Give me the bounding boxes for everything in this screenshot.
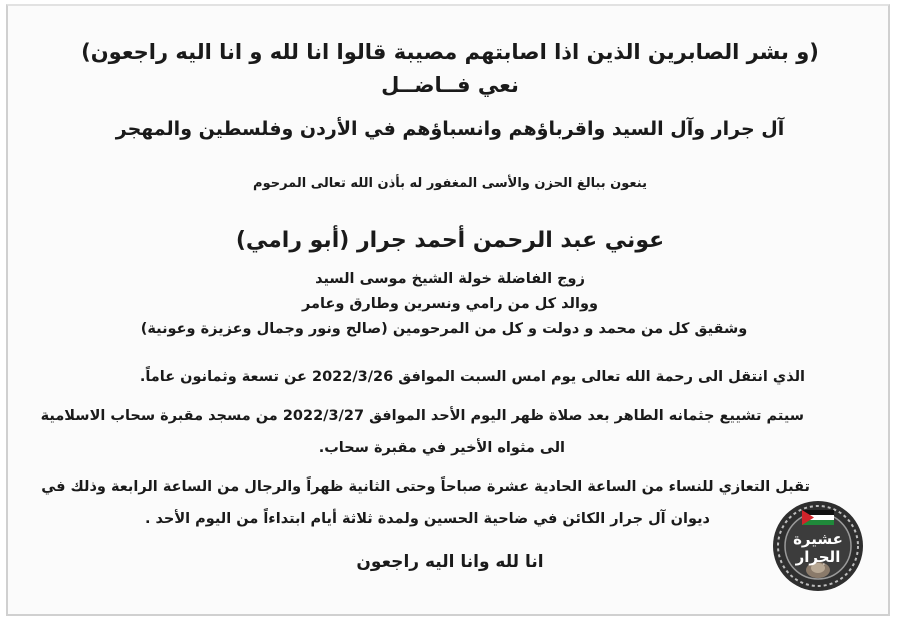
families-line: آل جرار وآل السيد واقرباؤهم وانسباؤهم في الأردن وفلسطين والمهجر	[115, 118, 785, 140]
funeral-line-1: سيتم تشييع جثمانه الطاهر بعد صلاة ظهر اليوم الأحد الموافق 2022/3/27 من مسجد مقبرة سحاب الاسلامية	[40, 408, 804, 424]
funeral-line-2: الى مثواه الأخير في مقبرة سحاب.	[318, 440, 565, 456]
logo-text: عشيرة الجرار	[793, 530, 843, 566]
deceased-name: عوني عبد الرحمن أحمد جرار (أبو رامي)	[235, 228, 665, 253]
tribe-logo	[772, 500, 864, 592]
condolence-line-2: ديوان آل جرار الكائن في ضاحية الحسين ولمدة ثلاثة أيام ابتداءاً من اليوم الأحد .	[144, 511, 710, 527]
condolence-line-1: تقبل التعازي للنساء من الساعة الحادية عشرة صباحاً وحتى الثانية ظهراً والرجال من الساعة الرابعة وذلك في	[41, 479, 810, 495]
relation-spouse: زوج الفاضلة خولة الشيخ موسى السيد	[315, 271, 585, 287]
quran-verse: (و بشر الصابرين الذين اذا اصابتهم مصيبة قالوا انا لله و انا اليه راجعون)	[81, 40, 819, 64]
mourning-line: ينعون ببالغ الحزن والأسى المغفور له بأذن الله تعالى المرحوم	[253, 176, 647, 191]
closing-phrase: انا لله وانا اليه راجعون	[356, 552, 544, 572]
relation-siblings: وشقيق كل من محمد و دولت و كل من المرحومين (صالح ونور وجمال وعزيزة وعونية)	[140, 321, 748, 337]
notice-title: نعي فــاضــل	[381, 73, 519, 97]
relation-children: ووالد كل من رامي ونسرين وطارق وعامر	[302, 296, 598, 312]
death-info: الذي انتقل الى رحمة الله تعالى يوم امس السبت الموافق 2022/3/26 عن تسعة وثمانون عاماً.	[139, 369, 805, 385]
